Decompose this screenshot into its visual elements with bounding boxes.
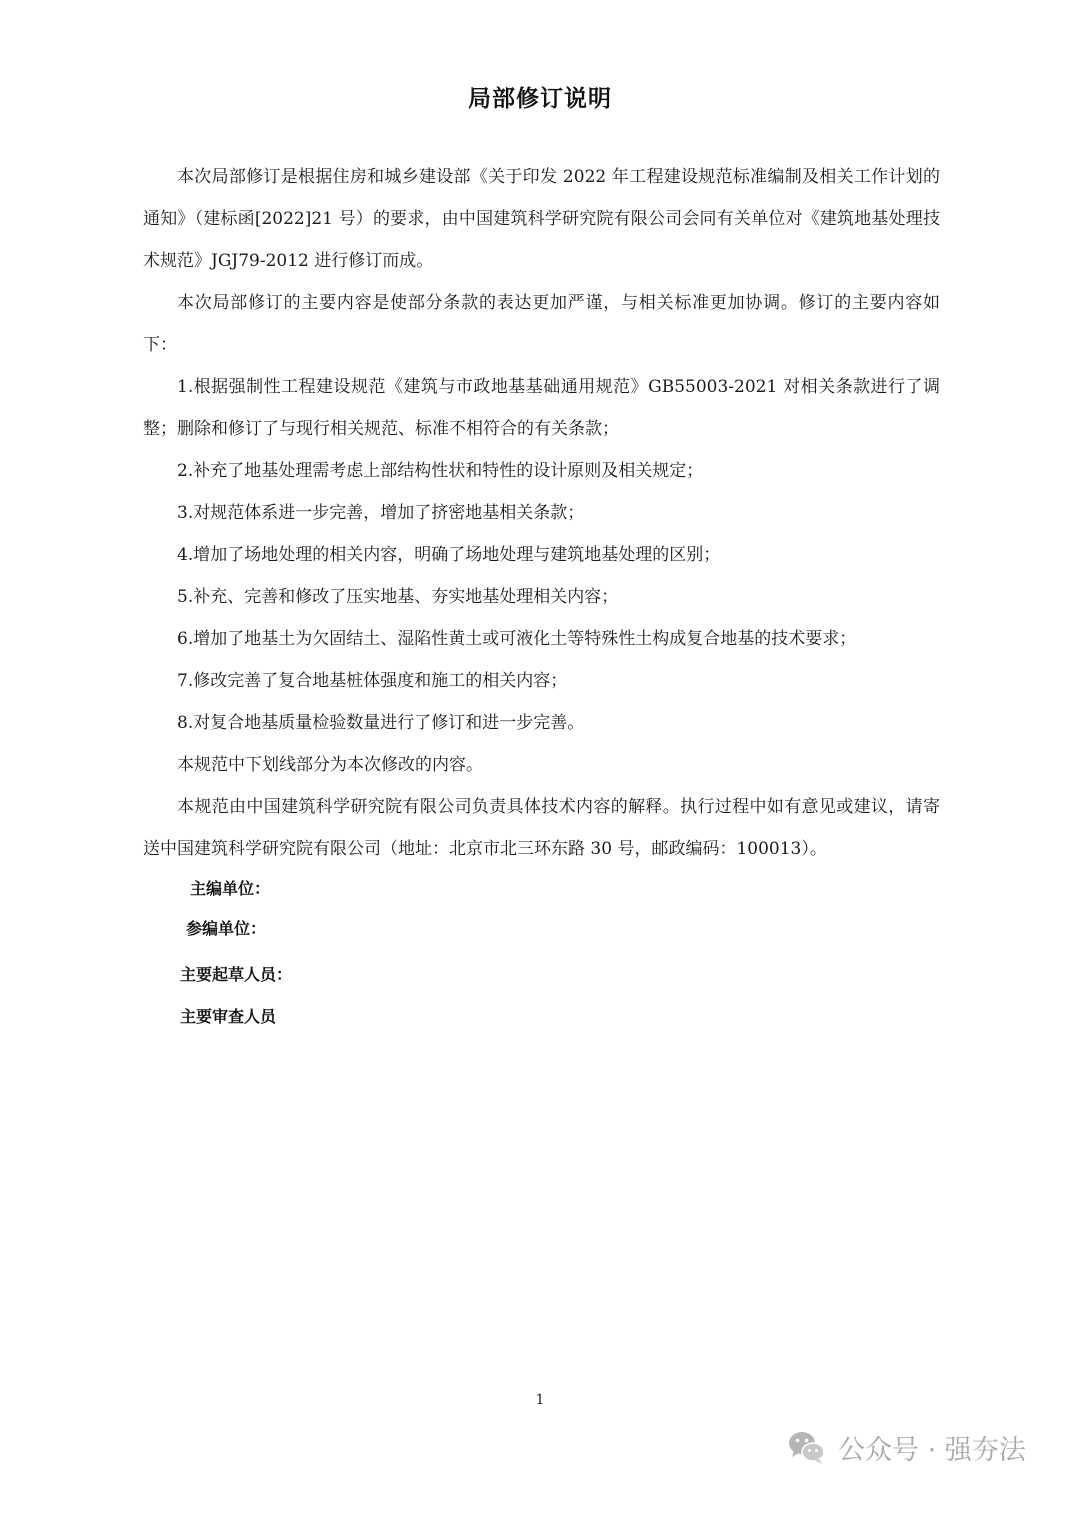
- list-item: 2.补充了地基处理需考虑上部结构性状和特性的设计原则及相关规定；: [177, 461, 704, 481]
- document-title: 局部修订说明: [468, 86, 612, 112]
- participating-unit-label: 参编单位：: [186, 919, 267, 938]
- chief-editor-unit-label: 主编单位：: [190, 879, 271, 898]
- reviewers-label: 主要审查人员: [180, 1007, 277, 1026]
- paragraph-intro: 本次局部修订是根据住房和城乡建设部《关于印发 2022 年工程建设规范标准编制及相关工作计划的通知》（建标函[2022]21 号）的要求，由中国建筑科学研究院有限公司会同有关单位对《建筑地基处理技术规范》JGJ79-2012 进行修订而成。: [143, 167, 940, 271]
- watermark: [786, 1427, 1026, 1467]
- list-item: 6.增加了地基土为欠固结土、湿陷性黄土或可液化土等特殊性土构成复合地基的技术要求；: [177, 629, 857, 649]
- document-body: [143, 156, 940, 870]
- list-item: 3.对规范体系进一步完善，增加了挤密地基相关条款；: [177, 503, 585, 523]
- list-item: 8.对复合地基质量检验数量进行了修订和进一步完善。: [177, 713, 585, 733]
- drafters-label: 主要起草人员：: [180, 965, 293, 984]
- list-item: 1.根据强制性工程建设规范《建筑与市政地基基础通用规范》GB55003-2021 对相关条款进行了调整；删除和修订了与现行相关规范、标准不相符合的有关条款；: [143, 377, 940, 439]
- paragraph-contact: 本规范由中国建筑科学研究院有限公司负责具体技术内容的解释。执行过程中如有意见或建议，请寄送中国建筑科学研究院有限公司（地址：北京市北三环东路 30 号，邮政编码：100013）。: [143, 797, 940, 859]
- list-item: 7.修改完善了复合地基桩体强度和施工的相关内容；: [177, 671, 568, 691]
- watermark-text: 公众号 · 强夯法: [838, 1434, 1026, 1466]
- paragraph-summary: 本次局部修订的主要内容是使部分条款的表达更加严谨，与相关标准更加协调。修订的主要内容如下：: [143, 293, 940, 355]
- list-item: 4.增加了场地处理的相关内容，明确了场地处理与建筑地基处理的区别；: [177, 545, 721, 565]
- paragraph-underline-note: 本规范中下划线部分为本次修改的内容。: [177, 755, 483, 775]
- wechat-icon: [786, 1427, 826, 1467]
- page-number: 1: [535, 1392, 545, 1408]
- list-item: 5.补充、完善和修改了压实地基、夯实地基处理相关内容；: [177, 587, 619, 607]
